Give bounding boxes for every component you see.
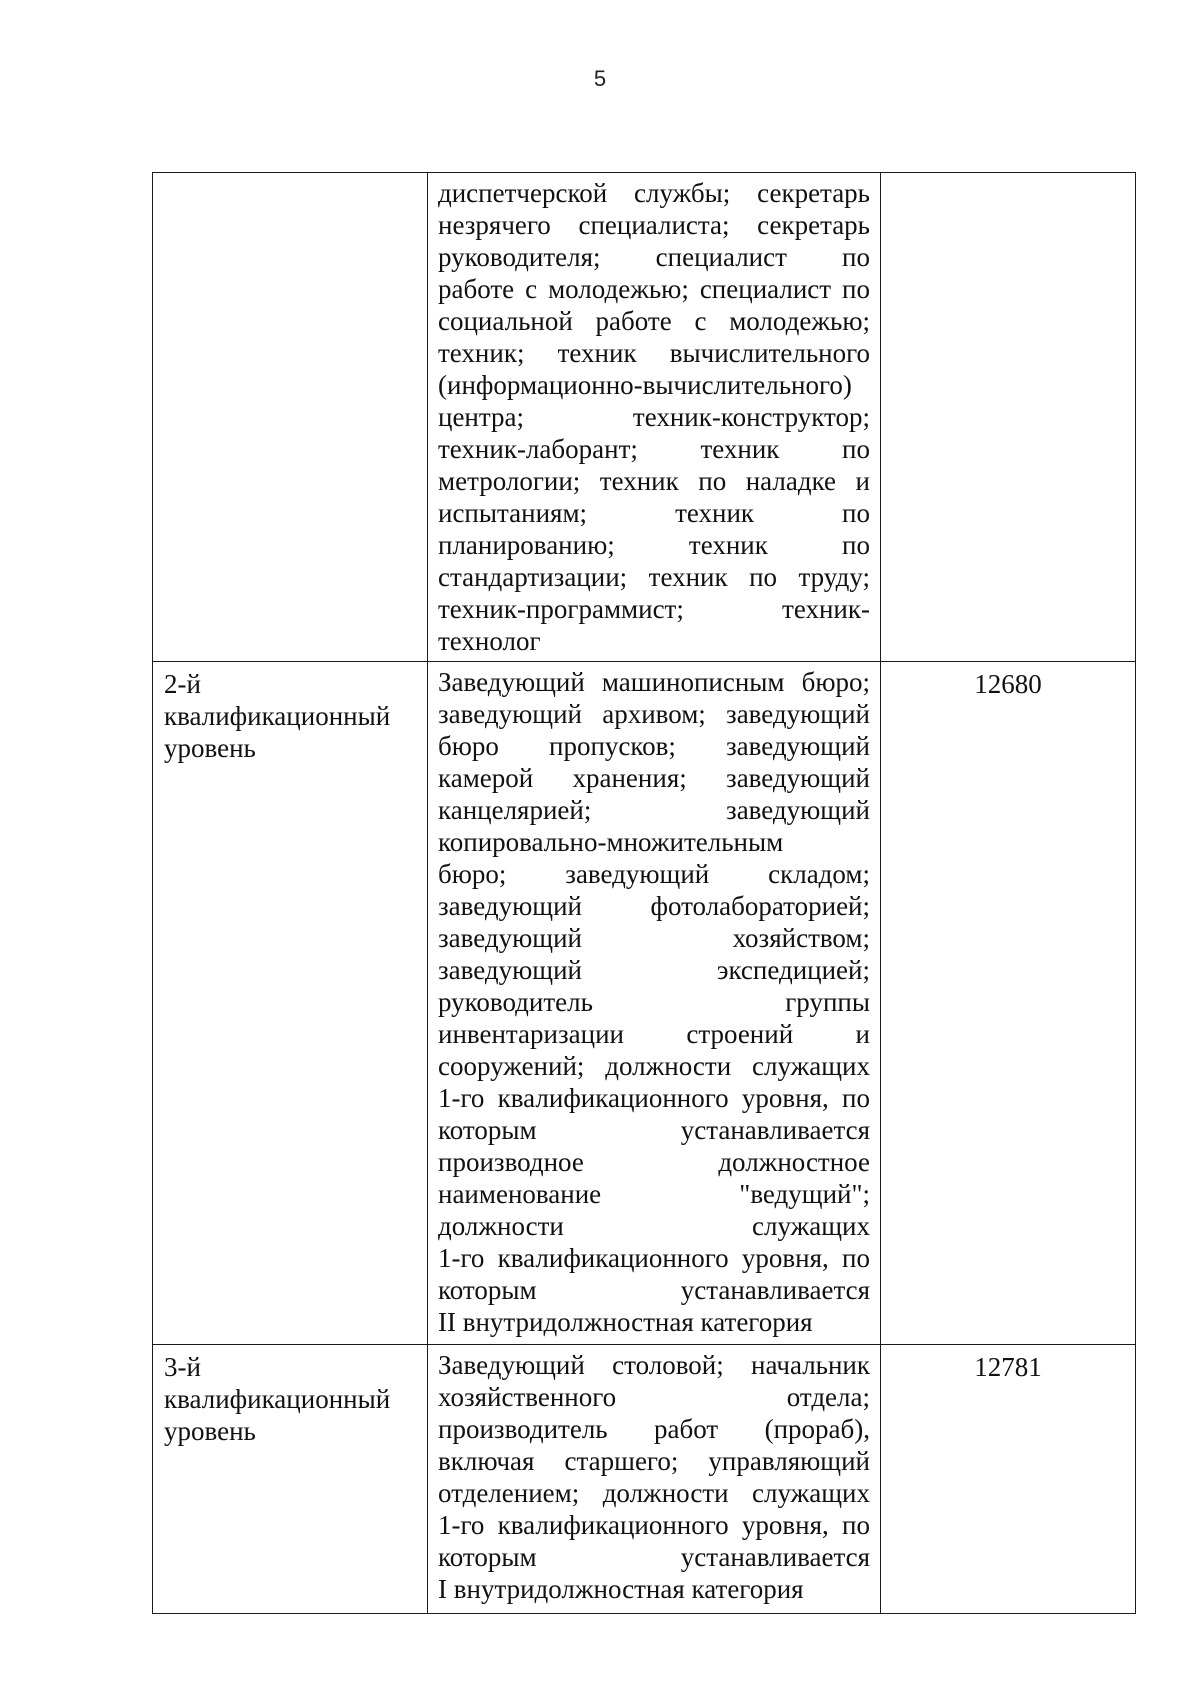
positions-line: стандартизации; техник по труду;: [438, 562, 870, 592]
positions-line: бюро; заведующий складом;: [438, 859, 870, 889]
positions-line: II внутридолжностная категория: [438, 1307, 813, 1337]
positions-line: должности служащих: [438, 1211, 870, 1241]
page-number: 5: [593, 66, 607, 91]
positions-line: технолог: [438, 626, 541, 656]
positions-line: инвентаризации строений и: [438, 1019, 870, 1049]
positions-line: диспетчерской службы; секретарь: [438, 178, 870, 208]
qualification-level-cell: [153, 662, 428, 1345]
positions-line: наименование "ведущий";: [438, 1179, 870, 1209]
positions-line: 1-го квалификационного уровня, по: [438, 1510, 870, 1540]
positions-line: техник; техник вычислительного: [438, 338, 870, 368]
positions-line: заведующий экспедицией;: [438, 955, 870, 985]
positions-line: включая старшего; управляющий: [438, 1446, 870, 1476]
positions-line: I внутридолжностная категория: [438, 1574, 804, 1604]
positions-line: руководитель группы: [438, 987, 870, 1017]
qualification-levels-table: [152, 172, 1136, 1614]
positions-line: метрологии; техник по наладке и: [438, 466, 870, 496]
positions-cell: [428, 1345, 881, 1614]
table-row: [153, 662, 1136, 1345]
positions-line: которым устанавливается: [438, 1115, 870, 1145]
positions-line: канцелярией; заведующий: [438, 795, 870, 825]
positions-line: техник-программист; техник-: [438, 594, 870, 624]
positions-cell: [428, 662, 881, 1345]
positions-line: планированию; техник по: [438, 530, 870, 560]
salary-cell: 12781: [881, 1345, 1136, 1614]
level-line: уровень: [164, 1416, 256, 1446]
table-row: [153, 1345, 1136, 1614]
positions-line: заведующий архивом; заведующий: [438, 699, 870, 729]
positions-line: 1-го квалификационного уровня, по: [438, 1083, 870, 1113]
positions-line: копировально-множительным: [438, 827, 784, 857]
positions-line: центра; техник-конструктор;: [438, 402, 870, 432]
positions-line: техник-лаборант; техник по: [438, 434, 870, 464]
positions-line: заведующий фотолабораторией;: [438, 891, 870, 921]
positions-line: бюро пропусков; заведующий: [438, 731, 870, 761]
positions-line: сооружений; должности служащих: [438, 1051, 870, 1081]
positions-line: испытаниям; техник по: [438, 498, 870, 528]
salary-cell: [881, 173, 1136, 662]
positions-line: камерой хранения; заведующий: [438, 763, 870, 793]
positions-line: 1-го квалификационного уровня, по: [438, 1243, 870, 1273]
positions-line: (информационно-вычислительного): [438, 370, 852, 400]
positions-cell: [428, 173, 881, 662]
table-row: [153, 173, 1136, 662]
positions-line: социальной работе с молодежью;: [438, 306, 870, 336]
positions-line: незрячего специалиста; секретарь: [438, 210, 870, 240]
salary-cell: 12680: [881, 662, 1136, 1345]
qualification-level-cell: [153, 1345, 428, 1614]
positions-line: производное должностное: [438, 1147, 870, 1177]
level-line: 3-й: [164, 1352, 201, 1382]
positions-line: отделением; должности служащих: [438, 1478, 870, 1508]
positions-line: Заведующий столовой; начальник: [438, 1350, 870, 1380]
positions-line: работе с молодежью; специалист по: [438, 274, 870, 304]
positions-line: хозяйственного отдела;: [438, 1382, 870, 1412]
positions-line: Заведующий машинописным бюро;: [438, 667, 870, 697]
level-line: квалификационный: [164, 1384, 391, 1414]
positions-line: производитель работ (прораб),: [438, 1414, 870, 1444]
qualification-level-cell: [153, 173, 428, 662]
positions-line: которым устанавливается: [438, 1275, 870, 1305]
positions-line: которым устанавливается: [438, 1542, 870, 1572]
level-line: уровень: [164, 733, 256, 763]
level-line: квалификационный: [164, 701, 391, 731]
positions-line: руководителя; специалист по: [438, 242, 870, 272]
level-line: 2-й: [164, 669, 201, 699]
positions-line: заведующий хозяйством;: [438, 923, 870, 953]
